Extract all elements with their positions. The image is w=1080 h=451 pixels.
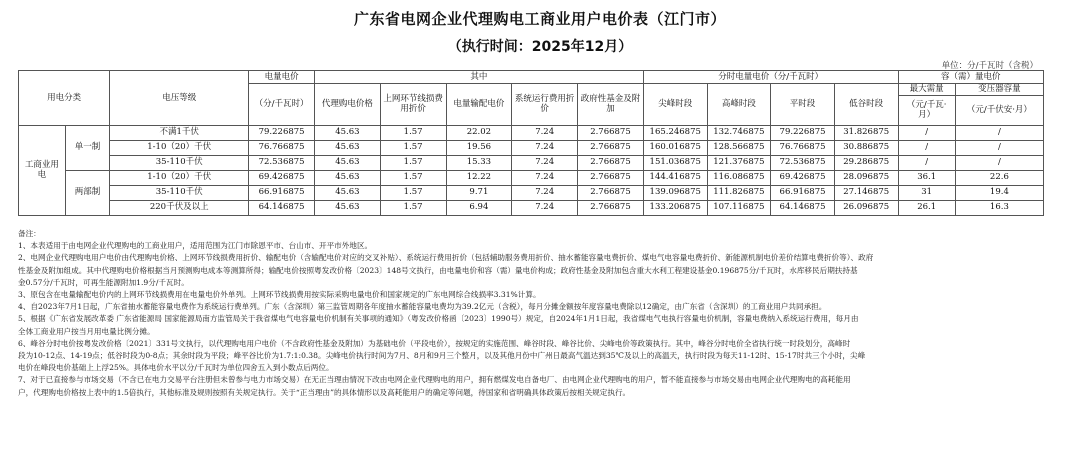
note-line: 7、对于已直接参与市场交易（不含已在电力交易平台注册但未曾参与电力市场交易）在无正当理由情况下改由电网企业代理购电的用户，拥有燃煤发电自备电厂、由电网企业代理购电的用户，暂不能直接参与市场交易由电网企业代理购电的高耗能用 — [18, 375, 851, 385]
peak-sharp-cell: 165.246875 — [643, 125, 707, 140]
gov-fund-cell: 2.766875 — [578, 125, 644, 140]
flat-cell: 64.146875 — [771, 200, 835, 215]
page-title: 广东省电网企业代理购电工商业用户电价表（江门市） — [353, 10, 726, 28]
gov-fund-cell: 2.766875 — [578, 200, 644, 215]
flat-cell: 76.766875 — [771, 140, 835, 155]
transformer-cell: 19.4 — [955, 185, 1043, 200]
header-row-1 — [19, 71, 1044, 84]
header-energy-price-unit: （分/千瓦时） — [249, 84, 315, 126]
proxy-purchase-cell: 45.63 — [314, 185, 380, 200]
proxy-purchase-cell: 45.63 — [314, 200, 380, 215]
note-line: 户，代理购电价格按上表中的1.5倍执行，其他标准及规则按照有关规定执行。关于“正当理由”的具体情形以及高耗能用户的确定等问题，待国家和省明确具体政策后按相关规定执行。 — [18, 387, 631, 397]
proxy-purchase-cell: 45.63 — [314, 125, 380, 140]
transformer-cell: / — [955, 140, 1043, 155]
max-demand-cell: 31 — [898, 185, 955, 200]
notes-section — [18, 228, 1068, 399]
proxy-purchase-cell: 45.63 — [314, 155, 380, 170]
note-line: 金0.57分/千瓦时，可再生能源附加1.9分/千瓦时。 — [18, 277, 189, 287]
header-max-demand-unit: （元/千瓦·月） — [898, 95, 955, 125]
grid-loss-cell: 1.57 — [380, 140, 446, 155]
proxy-purchase-cell: 45.63 — [314, 140, 380, 155]
transmission-cell: 15.33 — [446, 155, 512, 170]
note-line: 电价在峰段电价基础上上浮25%。具体电价水平以分/千瓦时为单位四舍五入到小数点后两位。 — [18, 363, 334, 373]
header-proxy-purchase: 代理购电价格 — [314, 84, 380, 126]
header-grid-loss: 上网环节线损费用折价 — [380, 84, 446, 126]
peak-cell: 111.826875 — [707, 185, 771, 200]
note-line: 全体工商业用户按当月用电量比例分摊。 — [18, 326, 155, 336]
grid-loss-cell: 1.57 — [380, 125, 446, 140]
note-line: 5、根据《广东省发展改革委 广东省能源局 国家能源局南方监管局关于我省煤电气电容量电价机制有关事项的通知》（粤发改价格函〔2023〕1990号）规定，自2024年1月1日起，我省煤电气电执行容量电价机制，容量电费纳入系统运行费用，每月由 — [18, 314, 859, 324]
tariff-table — [18, 70, 1044, 216]
energy-price-cell: 64.146875 — [249, 200, 315, 215]
header-capacity-group: 容（需）量电价 — [898, 71, 1043, 84]
transformer-cell: 22.6 — [955, 170, 1043, 185]
transmission-cell: 12.22 — [446, 170, 512, 185]
system-op-cell: 7.24 — [512, 140, 578, 155]
flat-cell: 66.916875 — [771, 185, 835, 200]
note-line: 段为10-12点、14-19点；低谷时段为0-8点；其余时段为平段；峰平谷比价为1.7:1:0.38。尖峰电价执行时间为7月、8月和9月三个整月，以及其他月份中广州日最高气温达到35℃及以上的高温天，执行时段为每天11-12时、15-17时共三个小时，尖峰 — [18, 351, 866, 361]
header-system-op: 系统运行费用折价 — [512, 84, 578, 126]
header-flat: 平时段 — [771, 84, 835, 126]
note-line: 6、峰谷分时电价按粤发改价格〔2021〕331号文执行，以代理购电用户电价（不含政府性基金及附加）为基础电价（平段电价），按规定的实施范围、峰谷时段、峰谷比价、尖峰电价等政策执行。其中，峰谷分时电价全省执行统一时段划分，高峰时 — [18, 338, 851, 348]
peak-sharp-cell: 144.416875 — [643, 170, 707, 185]
peak-sharp-cell: 139.096875 — [643, 185, 707, 200]
note-line: 1、本表适用于由电网企业代理购电的工商业用户，适用范围为江门市除恩平市、台山市、开平市外地区。 — [18, 241, 373, 251]
system-op-cell: 7.24 — [512, 125, 578, 140]
grid-loss-cell: 1.57 — [380, 155, 446, 170]
peak-cell: 107.116875 — [707, 200, 771, 215]
gov-fund-cell: 2.766875 — [578, 170, 644, 185]
peak-cell: 121.376875 — [707, 155, 771, 170]
peak-sharp-cell: 151.036875 — [643, 155, 707, 170]
header-tou-group: 分时电量电价（分/千瓦时） — [643, 71, 898, 84]
header-peak-sharp: 尖峰时段 — [643, 84, 707, 126]
system-op-cell: 7.24 — [512, 200, 578, 215]
transmission-cell: 22.02 — [446, 125, 512, 140]
gov-fund-cell: 2.766875 — [578, 185, 644, 200]
header-voltage: 电压等级 — [110, 71, 249, 126]
table-row — [19, 200, 1044, 215]
two-part-system-label: 两部制 — [65, 170, 110, 215]
note-line: 3、原包含在电量输配电价内的上网环节线损费用在电量电价外单列。上网环节线损费用按实际采购电量电价和国家规定的广东电网综合线损率3.31%计算。 — [18, 290, 541, 300]
table-row — [19, 155, 1044, 170]
header-of-which: 其中 — [314, 71, 643, 84]
header-transformer: 变压器容量 — [955, 84, 1043, 96]
transformer-cell: / — [955, 125, 1043, 140]
valley-cell: 30.886875 — [834, 140, 898, 155]
grid-loss-cell: 1.57 — [380, 170, 446, 185]
note-line: 2、电网企业代理购电用户电价由代理购电价格、上网环节线损费用折价、输配电价（含输配电价对应的交叉补贴）、系统运行费用折价（包括辅助服务费用折价、抽水蓄能容量电费折价、煤电气电容量电费折价、新能源机制电价差价结算电费折价等）、政府 — [18, 253, 874, 263]
transmission-cell: 9.71 — [446, 185, 512, 200]
voltage-cell: 1-10（20）千伏 — [110, 170, 249, 185]
transformer-cell: 16.3 — [955, 200, 1043, 215]
valley-cell: 27.146875 — [834, 185, 898, 200]
energy-price-cell: 79.226875 — [249, 125, 315, 140]
header-energy-price: 电量电价 — [249, 71, 315, 84]
system-op-cell: 7.24 — [512, 170, 578, 185]
header-valley: 低谷时段 — [834, 84, 898, 126]
peak-sharp-cell: 133.206875 — [643, 200, 707, 215]
valley-cell: 31.826875 — [834, 125, 898, 140]
peak-cell: 128.566875 — [707, 140, 771, 155]
voltage-cell: 35-110千伏 — [110, 155, 249, 170]
table-row — [19, 140, 1044, 155]
header-category: 用电分类 — [19, 71, 110, 126]
valley-cell: 28.096875 — [834, 170, 898, 185]
gov-fund-cell: 2.766875 — [578, 155, 644, 170]
grid-loss-cell: 1.57 — [380, 200, 446, 215]
note-line: 性基金及附加组成。其中代理购电价格根据当月预测购电成本等测算所得；输配电价按照粤发改价格〔2023〕148号文执行，由电量电价和容（需）量电价构成；政府性基金及附加包含重大水利工程建设基金0.196875分/千瓦时，水库移民后期扶持基 — [18, 265, 858, 275]
header-transmission: 电量输配电价 — [446, 84, 512, 126]
header-gov-fund: 政府性基金及附加 — [578, 84, 644, 126]
table-row — [19, 125, 1044, 140]
voltage-cell: 220千伏及以上 — [110, 200, 249, 215]
voltage-cell: 不满1千伏 — [110, 125, 249, 140]
max-demand-cell: / — [898, 125, 955, 140]
valley-cell: 26.096875 — [834, 200, 898, 215]
flat-cell: 79.226875 — [771, 125, 835, 140]
max-demand-cell: 26.1 — [898, 200, 955, 215]
system-op-cell: 7.24 — [512, 155, 578, 170]
flat-cell: 69.426875 — [771, 170, 835, 185]
table-row — [19, 170, 1044, 185]
energy-price-cell: 72.536875 — [249, 155, 315, 170]
transformer-cell: / — [955, 155, 1043, 170]
gov-fund-cell: 2.766875 — [578, 140, 644, 155]
voltage-cell: 1-10（20）千伏 — [110, 140, 249, 155]
peak-cell: 132.746875 — [707, 125, 771, 140]
valley-cell: 29.286875 — [834, 155, 898, 170]
header-transformer-unit: （元/千伏安·月） — [955, 95, 1043, 125]
page-subtitle: （执行时间：2025年12月） — [447, 39, 633, 55]
voltage-cell: 35-110千伏 — [110, 185, 249, 200]
single-system-label: 单一制 — [65, 125, 110, 170]
max-demand-cell: / — [898, 155, 955, 170]
energy-price-cell: 76.766875 — [249, 140, 315, 155]
header-peak: 高峰时段 — [707, 84, 771, 126]
unit-note: 单位：分/千瓦时（含税） — [941, 61, 1038, 71]
energy-price-cell: 66.916875 — [249, 185, 315, 200]
energy-price-cell: 69.426875 — [249, 170, 315, 185]
table-row — [19, 185, 1044, 200]
peak-sharp-cell: 160.016875 — [643, 140, 707, 155]
note-line: 4、自2023年7月1日起，广东省抽水蓄能容量电费作为系统运行费单列。广东（含深圳）第三监管周期各年度抽水蓄能容量电费均为39.2亿元（含税），每月分摊金额按年度容量电费除以12确定，由广东省（含深圳）的工商业用户共同承担。 — [18, 302, 827, 312]
notes-heading: 备注： — [18, 229, 41, 238]
peak-cell: 116.086875 — [707, 170, 771, 185]
header-max-demand: 最大需量 — [898, 84, 955, 96]
proxy-purchase-cell: 45.63 — [314, 170, 380, 185]
transmission-cell: 19.56 — [446, 140, 512, 155]
flat-cell: 72.536875 — [771, 155, 835, 170]
grid-loss-cell: 1.57 — [380, 185, 446, 200]
max-demand-cell: 36.1 — [898, 170, 955, 185]
category-label: 工商业用电 — [19, 125, 66, 215]
transmission-cell: 6.94 — [446, 200, 512, 215]
max-demand-cell: / — [898, 140, 955, 155]
system-op-cell: 7.24 — [512, 185, 578, 200]
